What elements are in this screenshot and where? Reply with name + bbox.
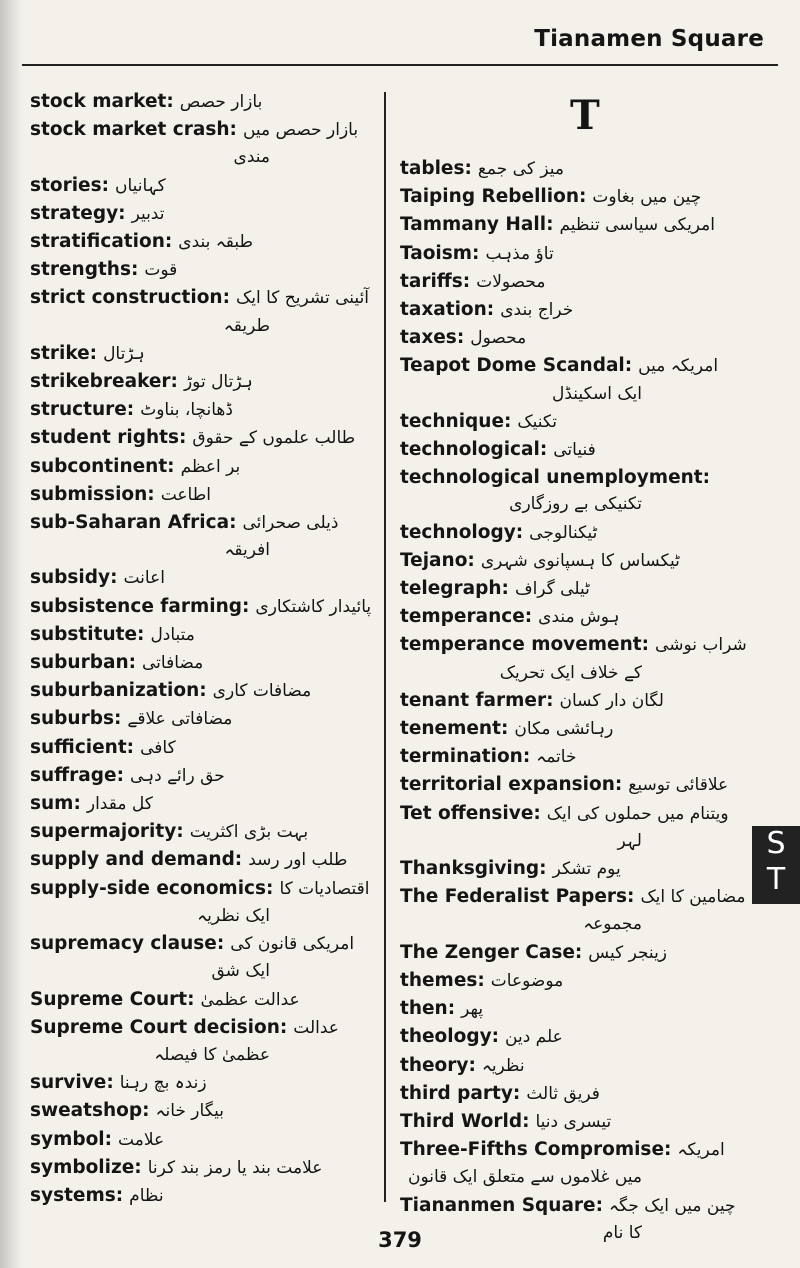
glossary-entry xyxy=(400,1080,752,1108)
entry-term: Third World: xyxy=(400,1110,530,1132)
glossary-entry xyxy=(400,939,752,967)
entry-translation: بیگار خانہ xyxy=(155,1101,224,1122)
entry-translation: چین میں بغاوت xyxy=(592,187,702,208)
entry-term: supply and demand: xyxy=(30,849,243,871)
entry-translation-continued: تکنیکی بے روزگاری xyxy=(509,494,642,515)
entry-translation-continued: کا نام xyxy=(602,1222,642,1243)
entry-translation: اعانت xyxy=(123,568,165,589)
glossary-entry xyxy=(400,603,752,631)
glossary-entry xyxy=(400,771,752,799)
entry-translation: پھر xyxy=(461,999,484,1020)
entry-translation: زینجر کیس xyxy=(588,942,668,963)
entry-translation: شراب نوشی xyxy=(655,635,747,656)
entry-term: theology: xyxy=(400,1026,500,1048)
entry-translation: تدبیر xyxy=(131,203,165,224)
entry-term: technique: xyxy=(400,410,512,432)
entry-translation-continued: کے خلاف ایک تحریک xyxy=(499,662,642,683)
glossary-entry xyxy=(30,790,380,818)
glossary-entry xyxy=(30,453,380,481)
glossary-entry xyxy=(30,396,380,424)
entry-translation-continued: ایک نظریہ xyxy=(197,905,270,926)
glossary-entry xyxy=(30,734,380,762)
entry-translation: ہڑتال xyxy=(103,343,145,364)
glossary-entry xyxy=(30,986,380,1014)
entry-term: The Zenger Case: xyxy=(400,941,583,963)
glossary-entry xyxy=(400,352,752,407)
glossary-entry xyxy=(400,547,752,575)
glossary-entry xyxy=(30,1126,380,1154)
entry-term: supply-side economics: xyxy=(30,877,274,899)
entry-term: student rights: xyxy=(30,427,187,449)
entry-term: third party: xyxy=(400,1082,521,1104)
entry-translation: علاقائی توسیع xyxy=(628,775,729,796)
entry-term: Tammany Hall: xyxy=(400,214,554,236)
glossary-entry xyxy=(400,296,752,324)
entry-translation: ہوش مندی xyxy=(538,607,620,628)
glossary-entry xyxy=(30,1154,380,1182)
entry-term: survive: xyxy=(30,1072,114,1094)
entry-term: substitute: xyxy=(30,623,145,645)
entry-term: suburbanization: xyxy=(30,680,207,702)
glossary-entry xyxy=(400,1023,752,1051)
entry-translation: بازار حصص میں xyxy=(242,120,359,141)
entry-term: stratification: xyxy=(30,231,173,253)
entry-term: technological: xyxy=(400,439,548,461)
entry-translation: امریکہ میں xyxy=(638,356,719,377)
entry-translation: مضافاتی علاقے xyxy=(127,709,233,730)
entry-term: telegraph: xyxy=(400,578,509,600)
glossary-entry xyxy=(30,705,380,733)
entry-term: suburban: xyxy=(30,652,137,674)
glossary-entry xyxy=(30,1014,380,1069)
glossary-entry xyxy=(400,519,752,547)
entry-term: supremacy clause: xyxy=(30,933,225,955)
entry-term: submission: xyxy=(30,483,155,505)
glossary-entry xyxy=(400,436,752,464)
entry-translation: بہت بڑی اکثریت xyxy=(189,822,309,843)
glossary-entry xyxy=(30,677,380,705)
entry-term: symbolize: xyxy=(30,1156,142,1178)
glossary-entry xyxy=(400,183,752,211)
entry-translation: ویتنام میں حملوں کی ایک xyxy=(546,803,729,824)
entry-translation-continued: مندی xyxy=(233,147,270,168)
entry-term: territorial expansion: xyxy=(400,774,623,796)
entry-term: stock market crash: xyxy=(30,119,237,141)
entry-translation-continued: طریقہ xyxy=(223,315,270,336)
entry-translation: ٹیلی گراف xyxy=(514,579,590,600)
entry-translation-continued: عظمیٰ کا فیصلہ xyxy=(154,1044,270,1065)
glossary-entry xyxy=(400,240,752,268)
entry-translation: فنیاتی xyxy=(553,440,596,461)
entry-term: tenement: xyxy=(400,718,509,740)
entry-translation: یوم تشکر xyxy=(552,859,621,880)
entry-translation: مضافاتی xyxy=(142,653,204,674)
entry-term: Tet offensive: xyxy=(400,802,541,824)
entry-translation: چین میں ایک جگہ xyxy=(609,1195,736,1216)
glossary-entry xyxy=(400,967,752,995)
entry-translation: طبقہ بندی xyxy=(178,232,253,253)
entry-translation: طالب علموں کے حقوق xyxy=(192,428,356,449)
glossary-entry xyxy=(30,424,380,452)
entry-term: strategy: xyxy=(30,202,126,224)
entry-translation-continued: افریقہ xyxy=(224,540,270,561)
entry-translation: ذیلی صحرائی xyxy=(242,513,339,534)
glossary-entry xyxy=(400,743,752,771)
entry-term: subsidy: xyxy=(30,567,118,589)
entry-term: strict construction: xyxy=(30,287,230,309)
entry-translation: محصول xyxy=(470,328,527,349)
entry-term: The Federalist Papers: xyxy=(400,886,635,908)
glossary-entry xyxy=(400,1108,752,1136)
entry-term: Taoism: xyxy=(400,242,480,264)
glossary-entry xyxy=(30,846,380,874)
entry-term: taxation: xyxy=(400,299,495,321)
entry-translation: ڈھانچا، بناوٹ xyxy=(140,400,233,421)
section-letter: T xyxy=(570,92,600,139)
entry-translation: تیسری دنیا xyxy=(535,1111,612,1132)
entry-translation: علم دین xyxy=(505,1027,563,1048)
entry-translation: ٹیکنالوجی xyxy=(529,522,598,543)
glossary-entry xyxy=(30,649,380,677)
entry-term: temperance: xyxy=(400,606,533,628)
glossary-entry xyxy=(30,256,380,284)
entry-term: Tiananmen Square: xyxy=(400,1194,603,1216)
entry-term: Tejano: xyxy=(400,549,475,571)
entry-term: technology: xyxy=(400,521,524,543)
glossary-entry xyxy=(400,715,752,743)
glossary-entry xyxy=(30,593,380,621)
entry-translation: بر اعظم xyxy=(180,456,241,477)
entry-translation-continued: ایک شق xyxy=(211,961,270,982)
entry-translation: بازار حصص xyxy=(179,92,263,112)
entry-translation: تاؤ مذہب xyxy=(485,243,554,264)
entry-term: structure: xyxy=(30,399,135,421)
entry-translation: طلب اور رسد xyxy=(248,850,348,871)
glossary-entry xyxy=(30,875,380,930)
glossary-entry xyxy=(400,408,752,436)
glossary-entry xyxy=(30,621,380,649)
entry-translation: امریکی سیاسی تنظیم xyxy=(559,215,716,236)
entry-translation-continued: مجموعہ xyxy=(583,914,642,935)
glossary-entry xyxy=(30,1069,380,1097)
glossary-entry xyxy=(400,800,752,855)
entry-translation: عدالت عظمیٰ xyxy=(200,989,300,1010)
entry-term: then: xyxy=(400,998,456,1020)
entry-term: strengths: xyxy=(30,259,139,281)
entry-translation: عدالت xyxy=(293,1017,339,1038)
entry-translation: میز کی جمع xyxy=(477,159,564,179)
entry-translation: نظریہ xyxy=(481,1055,525,1076)
entry-term: Three-Fifths Compromise: xyxy=(400,1139,672,1161)
tab-letter-t: T xyxy=(766,862,786,897)
glossary-entry xyxy=(30,509,380,564)
entry-translation-continued: میں غلاموں سے متعلق ایک قانون xyxy=(407,1167,642,1188)
entry-term: subcontinent: xyxy=(30,455,175,477)
entry-translation: مضافات کاری xyxy=(212,681,312,702)
glossary-entry xyxy=(30,564,380,592)
glossary-entry xyxy=(30,818,380,846)
glossary-entry xyxy=(30,284,380,339)
glossary-entry xyxy=(400,324,752,352)
glossary-entry xyxy=(30,481,380,509)
entry-term: Supreme Court: xyxy=(30,988,195,1010)
entry-translation: آئینی تشریح کا ایک xyxy=(236,288,370,309)
glossary-entry xyxy=(400,995,752,1023)
entry-translation: فریق ثالث xyxy=(526,1083,600,1104)
glossary-entry xyxy=(400,1052,752,1080)
entry-translation: رہائشی مکان xyxy=(514,719,614,740)
entry-translation: محصولات xyxy=(476,271,546,292)
entry-translation: خاتمہ xyxy=(536,747,577,768)
glossary-entry xyxy=(30,340,380,368)
entry-term: sub-Saharan Africa: xyxy=(30,512,237,534)
entry-translation: زندہ بچ رہنا xyxy=(119,1073,207,1094)
glossary-entry xyxy=(30,88,380,116)
glossary-entry xyxy=(400,575,752,603)
entry-translation: اقتصادیات کا xyxy=(279,878,370,899)
entry-term: sum: xyxy=(30,793,81,815)
entry-term: suburbs: xyxy=(30,708,122,730)
glossary-entry xyxy=(400,155,752,183)
entry-term: strikebreaker: xyxy=(30,371,178,393)
entry-translation: موضوعات xyxy=(490,970,564,991)
glossary-entry xyxy=(400,268,752,296)
entry-term: technological unemployment: xyxy=(400,467,711,489)
entry-translation: حق رائے دہی xyxy=(129,765,225,786)
glossary-entry xyxy=(30,930,380,985)
entry-term: tables: xyxy=(400,158,472,179)
entry-term: suffrage: xyxy=(30,764,124,786)
glossary-entry xyxy=(30,200,380,228)
glossary-entry xyxy=(400,687,752,715)
entry-translation: اطاعت xyxy=(160,484,211,505)
entry-translation: امریکہ xyxy=(677,1140,725,1161)
entry-translation: علامت xyxy=(118,1129,165,1150)
entry-term: stock market: xyxy=(30,91,174,112)
left-column xyxy=(30,88,380,1210)
entry-translation: امریکی قانون کی xyxy=(230,934,355,955)
page-number: 379 xyxy=(378,1228,422,1252)
entry-translation: ٹیکساس کا ہسپانوی شہری xyxy=(480,550,680,571)
entry-term: symbol: xyxy=(30,1128,113,1150)
glossary-entry xyxy=(30,1182,380,1210)
entry-term: stories: xyxy=(30,174,109,196)
glossary-entry xyxy=(30,228,380,256)
entry-term: subsistence farming: xyxy=(30,595,250,617)
entry-translation: متبادل xyxy=(150,624,195,645)
entry-translation: تکنیک xyxy=(517,411,558,432)
entry-translation: نظام xyxy=(129,1185,164,1206)
entry-translation: کل مقدار xyxy=(86,794,153,815)
glossary-entry xyxy=(30,116,380,171)
entry-translation: پائیدار کاشتکاری xyxy=(255,596,372,617)
entry-term: Teapot Dome Scandal: xyxy=(400,355,633,377)
entry-term: taxes: xyxy=(400,327,465,349)
entry-term: strike: xyxy=(30,342,98,364)
entry-term: Supreme Court decision: xyxy=(30,1016,288,1038)
right-column xyxy=(400,155,752,1247)
glossary-entry xyxy=(400,855,752,883)
entry-term: themes: xyxy=(400,969,485,991)
glossary-entry xyxy=(30,368,380,396)
header-rule xyxy=(22,64,778,66)
entry-term: sufficient: xyxy=(30,736,135,758)
tab-letter-s: S xyxy=(766,826,786,861)
entry-translation: قوت xyxy=(144,260,178,281)
entry-translation: لگان دار کسان xyxy=(559,690,664,711)
entry-term: termination: xyxy=(400,746,531,768)
glossary-entry xyxy=(30,1097,380,1125)
alphabet-tab xyxy=(752,826,800,904)
entry-term: supermajority: xyxy=(30,821,184,843)
entry-translation: ہڑتال توڑ xyxy=(183,372,253,393)
glossary-entry xyxy=(400,211,752,239)
glossary-entry xyxy=(30,172,380,200)
entry-term: sweatshop: xyxy=(30,1100,150,1122)
page-gutter-shadow xyxy=(0,0,22,1268)
entry-translation: کہانیاں xyxy=(115,175,166,196)
glossary-entry xyxy=(400,883,752,938)
column-divider xyxy=(384,92,386,1202)
glossary-entry xyxy=(400,1136,752,1191)
entry-term: systems: xyxy=(30,1184,124,1206)
entry-translation-continued: ایک اسکینڈل xyxy=(552,383,642,404)
entry-translation-continued: لہر xyxy=(617,830,642,851)
entry-translation: خراج بندی xyxy=(500,300,574,321)
entry-translation: مضامین کا ایک xyxy=(640,887,746,908)
entry-term: tariffs: xyxy=(400,270,471,292)
glossary-entry xyxy=(400,631,752,686)
glossary-entry xyxy=(400,464,752,518)
entry-term: Thanksgiving: xyxy=(400,858,547,880)
entry-translation: کافی xyxy=(140,737,176,758)
glossary-entry xyxy=(30,762,380,790)
running-head: Tianamen Square xyxy=(534,26,764,52)
entry-term: temperance movement: xyxy=(400,634,650,656)
entry-term: Taiping Rebellion: xyxy=(400,186,587,208)
entry-translation: علامت بند یا رمز بند کرنا xyxy=(147,1157,323,1178)
entry-term: theory: xyxy=(400,1054,476,1076)
entry-term: tenant farmer: xyxy=(400,689,554,711)
